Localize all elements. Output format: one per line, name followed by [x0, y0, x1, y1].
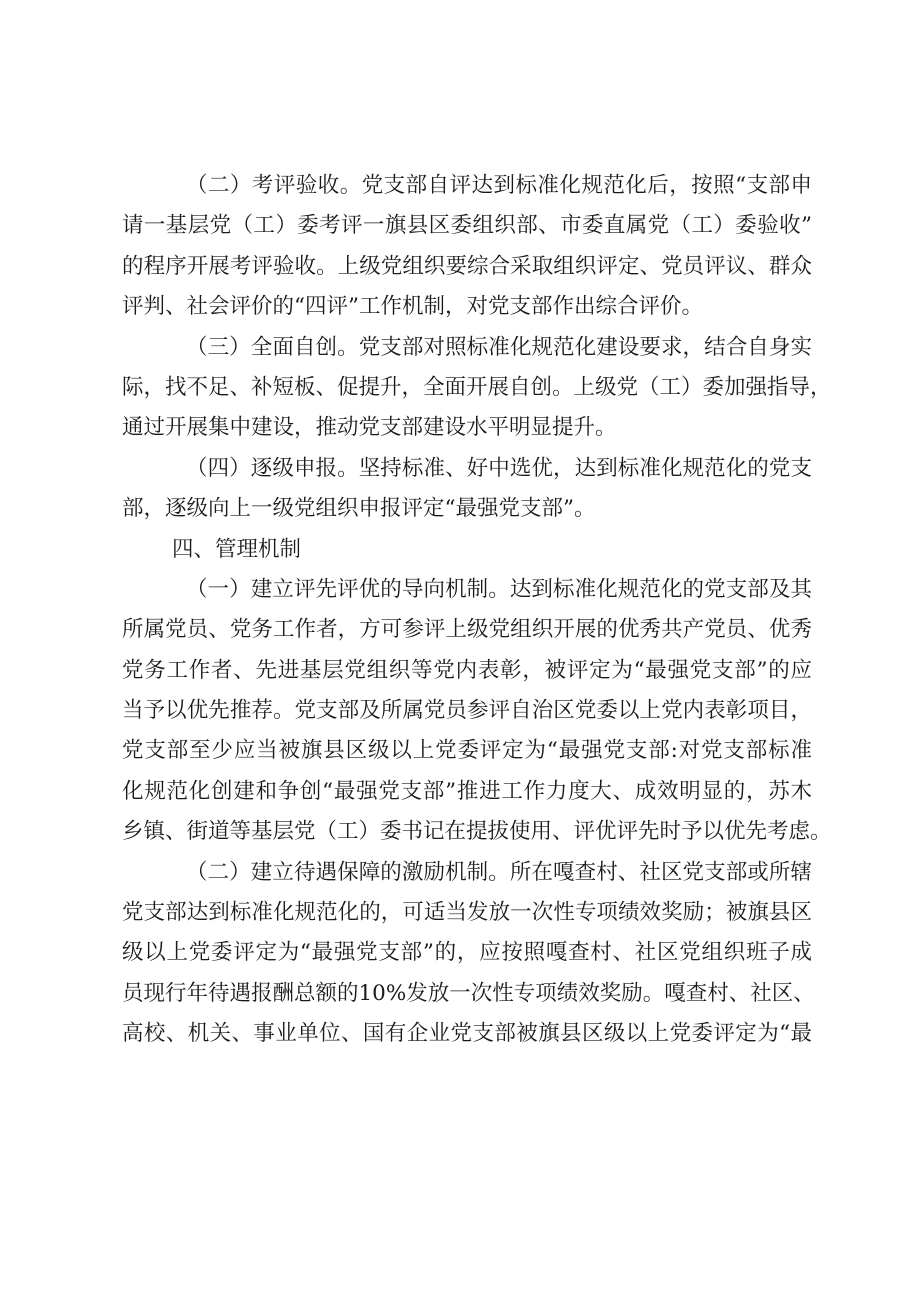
paragraph-line: 级以上党委评定为“最强党支部”的，应按照嘎查村、社区党组织班子成: [122, 940, 812, 966]
document-body: [122, 166, 832, 1055]
paragraph-line: 党支部至少应当被旗县区级以上党委评定为“最强党支部:对党支部标准: [122, 738, 812, 764]
paragraph-line: 评判、社会评价的“四评”工作机制，对党支部作出综合评价。: [122, 294, 703, 320]
paragraph-line: 当予以优先推荐。党支部及所属党员参评自治区党委以上党内表彰项目，: [122, 698, 812, 724]
paragraph-line: 党务工作者、先进基层党组织等党内表彰，被评定为“最强党支部”的应: [122, 657, 812, 683]
paragraph-line: 请一基层党（工）委考评一旗县区委组织部、市委直属党（工）委验收”: [122, 213, 812, 239]
paragraph-line: （二）考评验收。党支部自评达到标准化规范化后，按照“支部申: [186, 173, 812, 198]
paragraph-line: 通过开展集中建设，推动党支部建设水平明显提升。: [122, 415, 617, 441]
paragraph-line: （二）建立待遇保障的激励机制。所在嘎查村、社区党支部或所辖: [186, 859, 812, 885]
paragraph-line: 员现行年待遇报酬总额的10%发放一次性专项绩效奖励。嘎查村、社区、: [122, 980, 815, 1006]
paragraph-line: （三）全面自创。党支部对照标准化规范化建设要求，结合自身实: [186, 334, 812, 360]
paragraph-line: （四）逐级申报。坚持标准、好中选优，达到标准化规范化的党支: [186, 455, 812, 481]
section-heading: 四、管理机制: [172, 536, 302, 562]
paragraph-line: 所属党员、党务工作者，方可参评上级党组织开展的优秀共产党员、优秀: [122, 617, 812, 643]
paragraph-line: 的程序开展考评验收。上级党组织要综合采取组织评定、党员评议、群众: [122, 253, 812, 279]
paragraph-line: （一）建立评先评优的导向机制。达到标准化规范化的党支部及其: [186, 576, 812, 602]
paragraph-line: 部，逐级向上一级党组织申报评定“最强党支部”。: [122, 496, 596, 522]
paragraph-line: 高校、机关、事业单位、国有企业党支部被旗县区级以上党委评定为“最: [122, 1021, 812, 1047]
paragraph-line: 党支部达到标准化规范化的，可适当发放一次性专项绩效奖励；被旗县区: [122, 900, 812, 926]
paragraph-line: 际，找不足、补短板、促提升，全面开展自创。上级党（工）委加强指导，: [122, 374, 832, 400]
paragraph-line: 乡镇、街道等基层党（工）委书记在提拔使用、评优评先时予以优先考虑。: [122, 819, 832, 845]
paragraph-line: 化规范化创建和争创“最强党支部”推进工作力度大、成效明显的，苏木: [122, 778, 812, 804]
